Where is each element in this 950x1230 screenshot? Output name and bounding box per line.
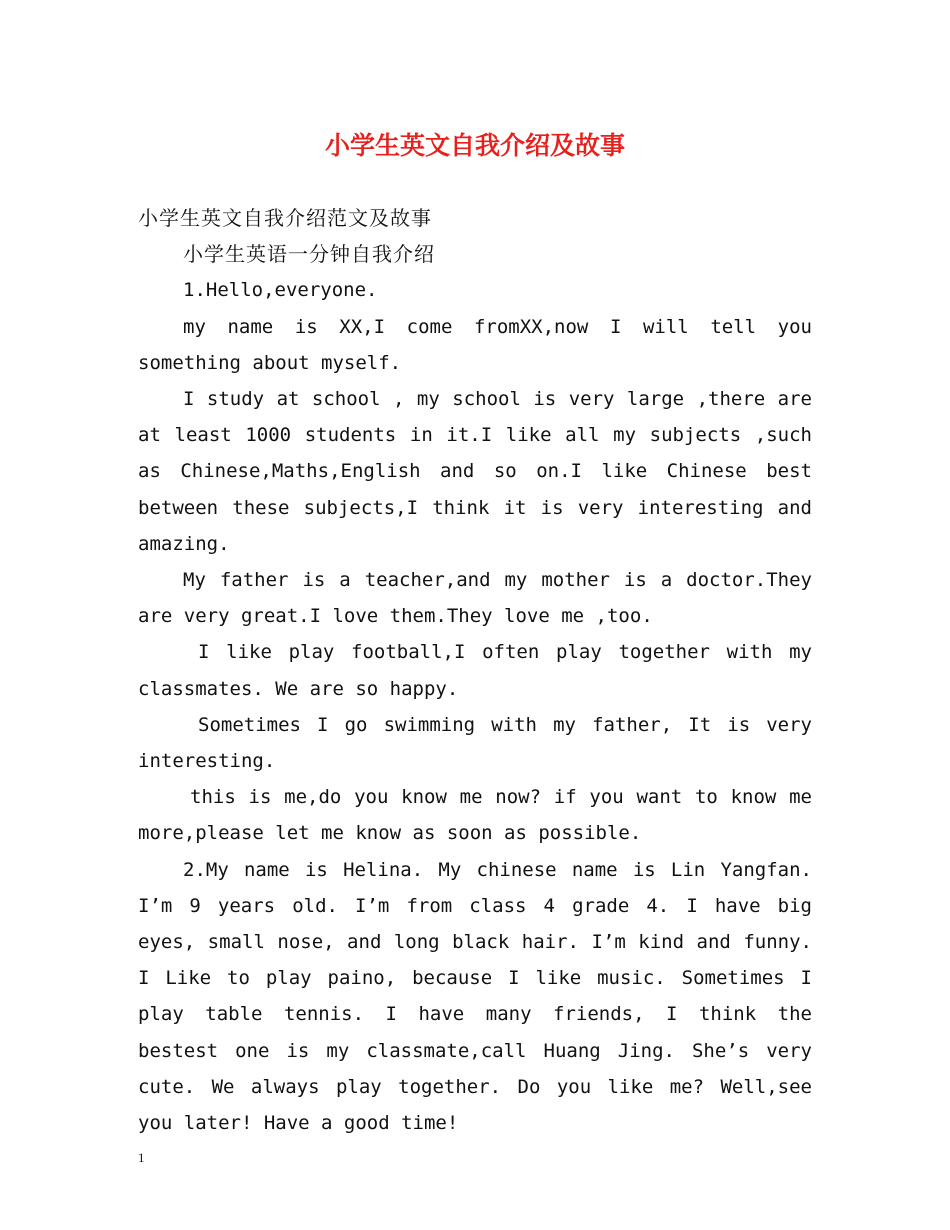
paragraph: Sometimes I go swimming with my father, It is very interesting.: [138, 713, 812, 773]
page-number: 1: [138, 1150, 145, 1165]
paragraph: 1.Hello,everyone.: [183, 279, 378, 302]
paragraph: I like play football,I often play together with my classmates. We are so happy.: [138, 641, 812, 700]
paragraph: My father is a teacher,and my mother is a doctor.They are very great.I love them.They love me ,too.: [138, 569, 812, 628]
paragraph-section-heading: 小学生英语一分钟自我介绍: [183, 242, 435, 267]
paragraph-subtitle: 小学生英文自我介绍范文及故事: [138, 206, 432, 230]
paragraph: my name is XX,I come fromXX,now I will tell you something about myself.: [138, 315, 812, 374]
paragraph: this is me,do you know me now? if you want to know me more,please let me know as soon as possible.: [138, 786, 812, 845]
document-body: [138, 200, 812, 1141]
document-title: 小学生英文自我介绍及故事: [324, 131, 625, 160]
paragraph: 2.My name is Helina. My chinese name is Lin Yangfan. I’m 9 years old. I’m from class 4 grade 4. I have big eyes, small nose, and long black hair. I’m kind and funny. I Like to play paino, because I like music. Sometimes I play table tennis. I have many friends, I think the bestest one is my classmate,call Huang Jing. She’s very cute. We always play together. Do you like me? Well,see you later! Have a good time!: [138, 858, 812, 1135]
paragraph: I study at school , my school is very large ,there are at least 1000 students in it.I like all my subjects ,such as Chinese,Maths,English and so on.I like Chinese best between these subjects,I think it is very interesting and amazing.: [138, 388, 812, 555]
